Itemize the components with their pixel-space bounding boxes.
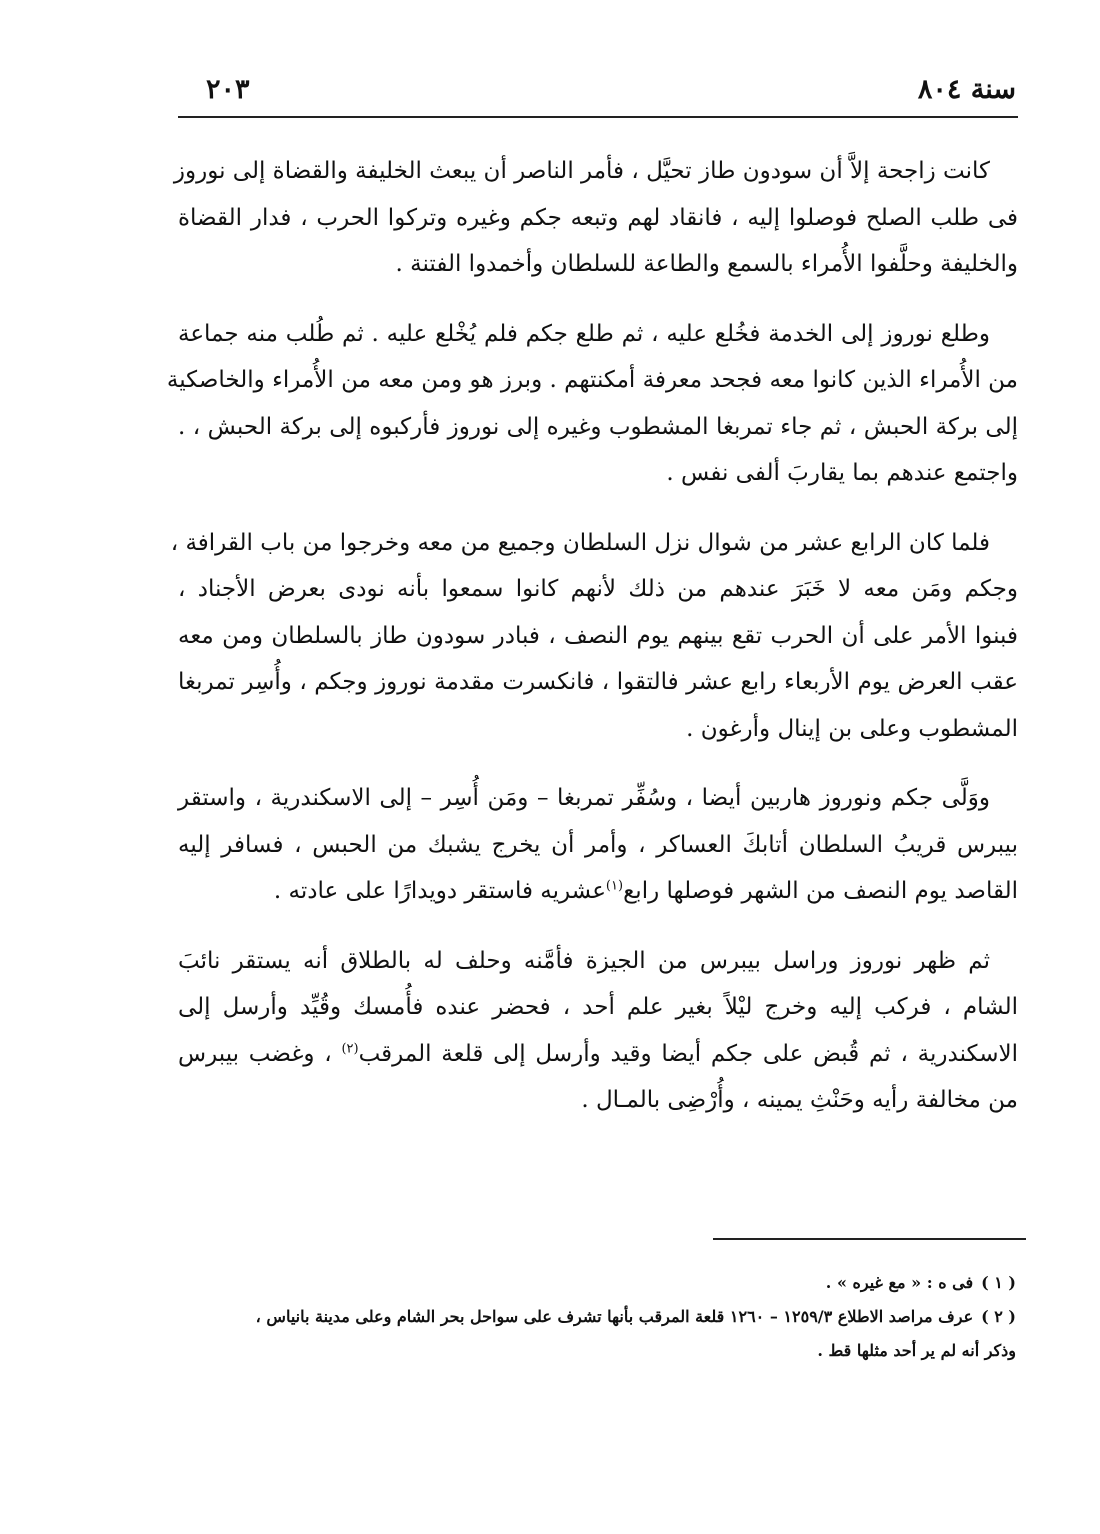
paragraph bbox=[178, 938, 1018, 1124]
text-line: كانت زاجحة إلاَّ أن سودون طاز تحيَّل ، فأمر الناصر أن يبعث الخليفة والقضاة إلى نوروز bbox=[173, 158, 990, 184]
text-line: ووَلَّى جكم ونوروز هاربين أيضا ، وسُفِّر تمربغا – ومَن أُسِر – إلى الاسكندرية ، واستقر bbox=[178, 785, 991, 811]
footnote bbox=[178, 1300, 1016, 1334]
page-number: ٢٠٣ bbox=[206, 74, 250, 105]
text-line: ثم ظهر نوروز وراسل بيبرس من الجيزة فأمَّنه وحلف له بالطلاق أنه يستقر نائبَ bbox=[178, 947, 990, 974]
text-line: إلى بركة الحبش ، ثم جاء تمربغا المشطوب وغيره إلى نوروز فأركبوه إلى بركة الحبش ، . bbox=[178, 413, 1018, 440]
text-line: فلما كان الرابع عشر من شوال نزل السلطان وجميع من معه وخرجوا من باب القرافة ، bbox=[170, 529, 990, 556]
text-line: الشام ، فركب إليه وخرج ليْلاً بغير علم أحد ، فحضر عنده فأُمسك وقُيِّد وأرسل إلى bbox=[178, 994, 1018, 1020]
footnote bbox=[178, 1334, 1016, 1368]
text-line: فى طلب الصلح فوصلوا إليه ، فانقاد لهم وتبعه جكم وغيره وتركوا الحرب ، فدار القضاة bbox=[178, 204, 1018, 231]
footnote-rule bbox=[713, 1238, 1026, 1240]
footnote-number: ( ١ ) bbox=[981, 1273, 1016, 1292]
text-line: المشطوب وعلى بن إينال وأرغون . bbox=[686, 715, 1018, 742]
footnotes bbox=[178, 1266, 1016, 1368]
text-line: القاصد يوم النصف من الشهر فوصلها رابع$^{(١)}$عشريه فاستقر دويدارًا على عادته . bbox=[273, 878, 1018, 904]
paragraph bbox=[173, 148, 1018, 288]
paragraph bbox=[178, 775, 1018, 915]
footnote-marker: (٢) bbox=[341, 1040, 359, 1056]
text-line: عقب العرض يوم الأربعاء رابع عشر فالتقوا ، فانكسرت مقدمة نوروز وجكم ، وأُسِر تمربغا bbox=[178, 669, 1018, 695]
text-line: بيبرس قريبُ السلطان أتابكَ العساكر ، وأمر أن يخرج يشبك من الحبس ، فسافر إليه bbox=[178, 831, 1018, 858]
footnote bbox=[178, 1266, 1016, 1300]
paragraph bbox=[170, 520, 1018, 753]
text-line: فبنوا الأمر على أن الحرب تقع بينهم يوم النصف ، فبادر سودون طاز بالسلطان ومن معه bbox=[178, 622, 1018, 649]
text-line: من الأُمراء الذين كانوا معه فجحد معرفة أمكنتهم . وبرز هو ومن معه من الأُمراء والخاصكية bbox=[166, 367, 1018, 393]
main-text bbox=[166, 148, 1018, 1147]
footnote-marker: (١) bbox=[605, 878, 624, 894]
text-line: الاسكندرية ، ثم قُبض على جكم أيضا وقيد وأرسل إلى قلعة المرقب$^{(٢)}$ ، وغضب بيبرس bbox=[178, 1040, 1018, 1067]
text-line: وجكم ومَن معه لا خَبَرَ عندهم من ذلك لأنهم كانوا سمعوا بأنه نودى بعرض الأجناد ، bbox=[178, 576, 1018, 602]
text-line: وطلع نوروز إلى الخدمة فخُلع عليه ، ثم طلع جكم فلم يُخْلع عليه . ثم طُلب منه جماعة bbox=[178, 320, 990, 347]
header-year: سنة ٨٠٤ bbox=[917, 74, 1016, 105]
text-line: والخليفة وحلَّفوا الأُمراء بالسمع والطاعة للسلطان وأخمدوا الفتنة . bbox=[395, 251, 1018, 277]
footnote-text: فى ه : « مع غيره » . bbox=[825, 1273, 974, 1292]
paragraph bbox=[166, 311, 1018, 497]
footnote-text: وذكر أنه لم ير أحد مثلها قط . bbox=[817, 1341, 1016, 1360]
text-line: من مخالفة رأيه وحَنْثِ يمينه ، وأُرْضِى بالمـال . bbox=[581, 1087, 1018, 1113]
running-header bbox=[178, 70, 1016, 114]
text-line: واجتمع عندهم بما يقاربَ ألفى نفس . bbox=[666, 460, 1018, 486]
footnote-number: ( ٢ ) bbox=[981, 1307, 1016, 1326]
header-rule bbox=[178, 116, 1018, 118]
footnote-text: عرف مراصد الاطلاع ١٢٥٩/٣ – ١٢٦٠ قلعة المرقب بأنها تشرف على سواحل بحر الشام وعلى مدينة بانياس ، bbox=[255, 1307, 974, 1326]
